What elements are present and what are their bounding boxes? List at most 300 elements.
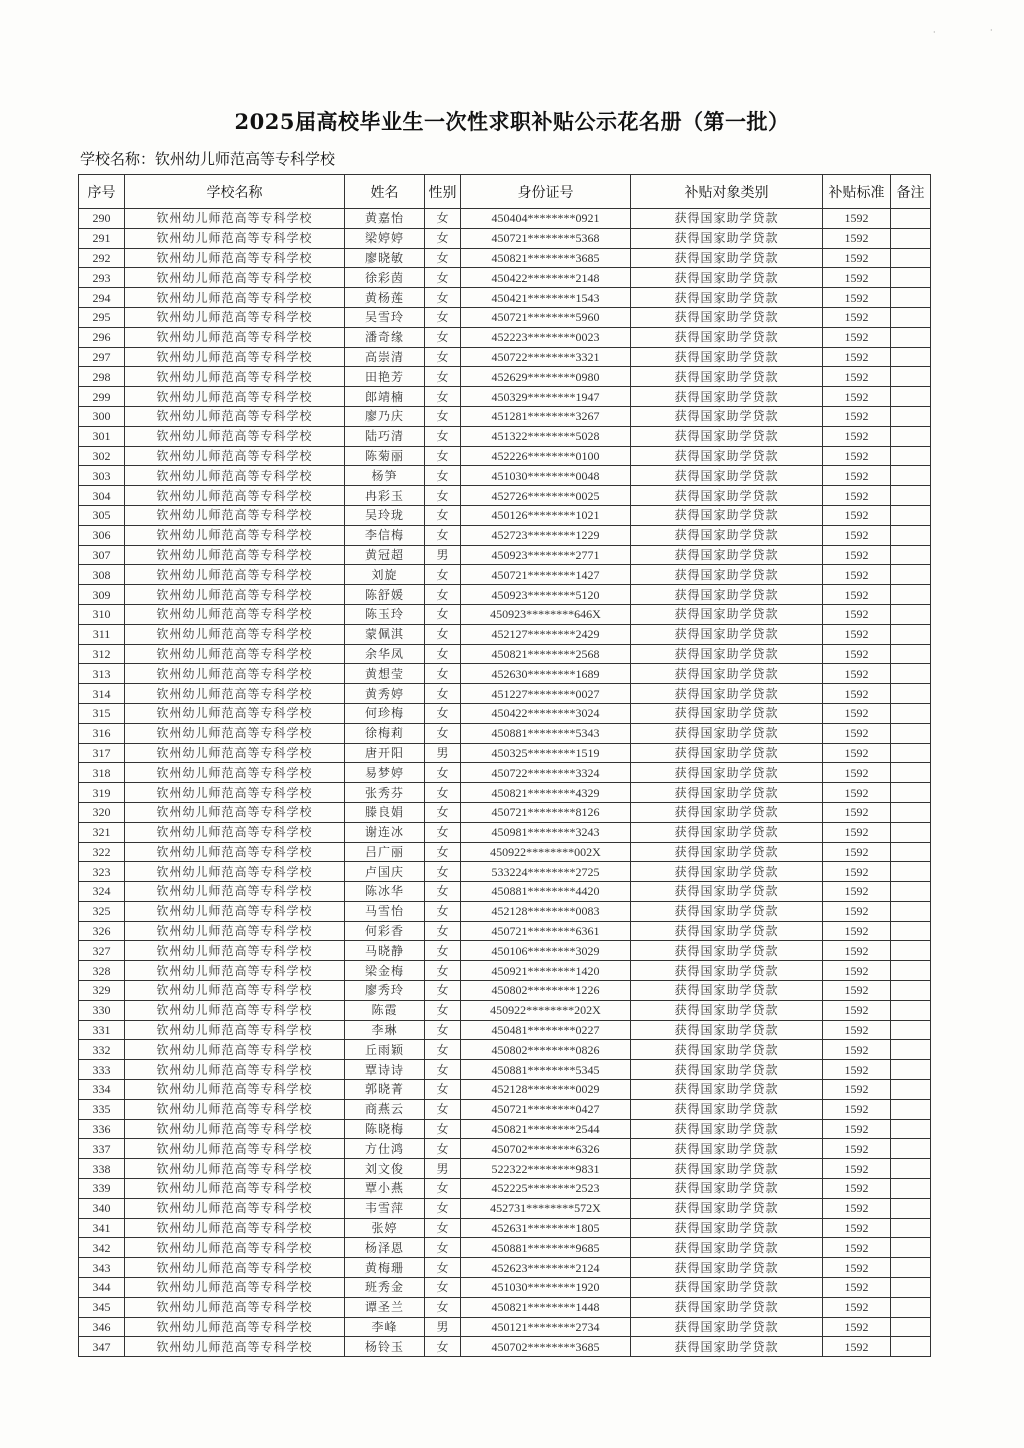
- student-name: 梁婷婷: [345, 228, 425, 248]
- row-index: 318: [79, 763, 125, 783]
- subsidy-amount: 1592: [823, 822, 891, 842]
- student-name: 吴玲珑: [345, 505, 425, 525]
- id-number: 450422********3024: [461, 703, 631, 723]
- row-index: 291: [79, 228, 125, 248]
- student-name: 蒙佩淇: [345, 624, 425, 644]
- subsidy-category: 获得国家助学贷款: [631, 307, 823, 327]
- row-index: 294: [79, 288, 125, 308]
- remarks: [891, 545, 931, 565]
- remarks: [891, 248, 931, 268]
- subsidy-amount: 1592: [823, 347, 891, 367]
- id-number: 450121********2734: [461, 1317, 631, 1337]
- subsidy-amount: 1592: [823, 426, 891, 446]
- gender: 女: [425, 842, 461, 862]
- subsidy-category: 获得国家助学贷款: [631, 486, 823, 506]
- gender: 女: [425, 1000, 461, 1020]
- table-row: [79, 1099, 931, 1119]
- table-row: [79, 604, 931, 624]
- subsidy-roster-table: [78, 174, 931, 1357]
- table-row: [79, 1297, 931, 1317]
- remarks: [891, 1297, 931, 1317]
- table-row: [79, 1060, 931, 1080]
- student-name: 李琳: [345, 1020, 425, 1040]
- remarks: [891, 981, 931, 1001]
- id-number: 450721********5368: [461, 228, 631, 248]
- remarks: [891, 1119, 931, 1139]
- subsidy-amount: 1592: [823, 783, 891, 803]
- id-number: 450721********1427: [461, 565, 631, 585]
- school-name: 钦州幼儿师范高等专科学校: [125, 545, 345, 565]
- student-name: 黄嘉怡: [345, 209, 425, 229]
- student-name: 何彩香: [345, 921, 425, 941]
- id-number: 452128********0083: [461, 901, 631, 921]
- school-name: 钦州幼儿师范高等专科学校: [125, 426, 345, 446]
- subsidy-amount: 1592: [823, 248, 891, 268]
- school-name: 钦州幼儿师范高等专科学校: [125, 1099, 345, 1119]
- subsidy-category: 获得国家助学贷款: [631, 842, 823, 862]
- table-row: [79, 1317, 931, 1337]
- table-row: [79, 743, 931, 763]
- school-name: 钦州幼儿师范高等专科学校: [125, 1060, 345, 1080]
- row-index: 346: [79, 1317, 125, 1337]
- school-name: 钦州幼儿师范高等专科学校: [125, 1040, 345, 1060]
- gender: 女: [425, 644, 461, 664]
- school-name: 钦州幼儿师范高等专科学校: [125, 783, 345, 803]
- subsidy-amount: 1592: [823, 1179, 891, 1199]
- gender: 女: [425, 307, 461, 327]
- subsidy-category: 获得国家助学贷款: [631, 1020, 823, 1040]
- student-name: 卢国庆: [345, 862, 425, 882]
- remarks: [891, 1000, 931, 1020]
- subsidy-category: 获得国家助学贷款: [631, 228, 823, 248]
- row-index: 324: [79, 882, 125, 902]
- header-name: 姓名: [345, 175, 425, 209]
- school-name: 钦州幼儿师范高等专科学校: [125, 585, 345, 605]
- student-name: 滕良娟: [345, 802, 425, 822]
- subsidy-category: 获得国家助学贷款: [631, 684, 823, 704]
- row-index: 315: [79, 703, 125, 723]
- student-name: 韦雪萍: [345, 1198, 425, 1218]
- row-index: 309: [79, 585, 125, 605]
- school-name: 钦州幼儿师范高等专科学校: [125, 703, 345, 723]
- row-index: 300: [79, 406, 125, 426]
- header-school: 学校名称: [125, 175, 345, 209]
- subsidy-category: 获得国家助学贷款: [631, 822, 823, 842]
- row-index: 297: [79, 347, 125, 367]
- table-row: [79, 1238, 931, 1258]
- row-index: 333: [79, 1060, 125, 1080]
- subsidy-category: 获得国家助学贷款: [631, 743, 823, 763]
- school-name: 钦州幼儿师范高等专科学校: [125, 486, 345, 506]
- remarks: [891, 862, 931, 882]
- student-name: 梁金梅: [345, 961, 425, 981]
- table-row: [79, 1139, 931, 1159]
- subsidy-category: 获得国家助学贷款: [631, 1040, 823, 1060]
- row-index: 298: [79, 367, 125, 387]
- remarks: [891, 209, 931, 229]
- id-number: 450702********3685: [461, 1337, 631, 1357]
- remarks: [891, 505, 931, 525]
- id-number: 451322********5028: [461, 426, 631, 446]
- gender: 女: [425, 387, 461, 407]
- table-row: [79, 585, 931, 605]
- row-index: 320: [79, 802, 125, 822]
- gender: 女: [425, 703, 461, 723]
- table-row: [79, 941, 931, 961]
- gender: 女: [425, 228, 461, 248]
- table-row: [79, 1119, 931, 1139]
- school-name: 钦州幼儿师范高等专科学校: [125, 684, 345, 704]
- table-row: [79, 1159, 931, 1179]
- student-name: 潘奇缘: [345, 327, 425, 347]
- student-name: 杨泽恩: [345, 1238, 425, 1258]
- row-index: 322: [79, 842, 125, 862]
- id-number: 450923********646X: [461, 604, 631, 624]
- remarks: [891, 1317, 931, 1337]
- subsidy-amount: 1592: [823, 486, 891, 506]
- row-index: 299: [79, 387, 125, 407]
- table-row: [79, 1278, 931, 1298]
- subsidy-amount: 1592: [823, 941, 891, 961]
- subsidy-amount: 1592: [823, 1159, 891, 1179]
- subsidy-category: 获得国家助学贷款: [631, 1198, 823, 1218]
- id-number: 451227********0027: [461, 684, 631, 704]
- remarks: [891, 1218, 931, 1238]
- row-index: 319: [79, 783, 125, 803]
- school-name: 钦州幼儿师范高等专科学校: [125, 1218, 345, 1238]
- table-row: [79, 723, 931, 743]
- school-name: 钦州幼儿师范高等专科学校: [125, 604, 345, 624]
- id-number: 451281********3267: [461, 406, 631, 426]
- gender: 女: [425, 981, 461, 1001]
- school-name: 钦州幼儿师范高等专科学校: [125, 1080, 345, 1100]
- student-name: 李峰: [345, 1317, 425, 1337]
- subsidy-amount: 1592: [823, 882, 891, 902]
- header-remarks: 备注: [891, 175, 931, 209]
- subsidy-category: 获得国家助学贷款: [631, 664, 823, 684]
- gender: 女: [425, 862, 461, 882]
- id-number: 450722********3321: [461, 347, 631, 367]
- subsidy-amount: 1592: [823, 703, 891, 723]
- subsidy-amount: 1592: [823, 1020, 891, 1040]
- subsidy-category: 获得国家助学贷款: [631, 1258, 823, 1278]
- remarks: [891, 367, 931, 387]
- school-name: 钦州幼儿师范高等专科学校: [125, 406, 345, 426]
- subsidy-amount: 1592: [823, 466, 891, 486]
- school-name: 钦州幼儿师范高等专科学校: [125, 446, 345, 466]
- subsidy-category: 获得国家助学贷款: [631, 248, 823, 268]
- row-index: 321: [79, 822, 125, 842]
- subsidy-category: 获得国家助学贷款: [631, 268, 823, 288]
- table-row: [79, 664, 931, 684]
- subsidy-category: 获得国家助学贷款: [631, 624, 823, 644]
- subsidy-category: 获得国家助学贷款: [631, 783, 823, 803]
- table-row: [79, 644, 931, 664]
- remarks: [891, 941, 931, 961]
- row-index: 307: [79, 545, 125, 565]
- student-name: 张婷: [345, 1218, 425, 1238]
- subsidy-category: 获得国家助学贷款: [631, 862, 823, 882]
- remarks: [891, 1258, 931, 1278]
- remarks: [891, 1080, 931, 1100]
- row-index: 311: [79, 624, 125, 644]
- school-name: 钦州幼儿师范高等专科学校: [125, 347, 345, 367]
- school-name: 钦州幼儿师范高等专科学校: [125, 941, 345, 961]
- subsidy-category: 获得国家助学贷款: [631, 1060, 823, 1080]
- remarks: [891, 882, 931, 902]
- student-name: 刘旋: [345, 565, 425, 585]
- subsidy-category: 获得国家助学贷款: [631, 505, 823, 525]
- subsidy-category: 获得国家助学贷款: [631, 347, 823, 367]
- school-name: 钦州幼儿师范高等专科学校: [125, 842, 345, 862]
- table-row: [79, 842, 931, 862]
- remarks: [891, 763, 931, 783]
- remarks: [891, 1337, 931, 1357]
- subsidy-category: 获得国家助学贷款: [631, 1238, 823, 1258]
- school-name: 钦州幼儿师范高等专科学校: [125, 505, 345, 525]
- gender: 女: [425, 604, 461, 624]
- subsidy-amount: 1592: [823, 644, 891, 664]
- subsidy-amount: 1592: [823, 723, 891, 743]
- id-number: 452225********2523: [461, 1179, 631, 1199]
- student-name: 刘文俊: [345, 1159, 425, 1179]
- gender: 女: [425, 1080, 461, 1100]
- row-index: 302: [79, 446, 125, 466]
- table-row: [79, 446, 931, 466]
- school-name: 钦州幼儿师范高等专科学校: [125, 723, 345, 743]
- row-index: 293: [79, 268, 125, 288]
- id-number: 450481********0227: [461, 1020, 631, 1040]
- subsidy-category: 获得国家助学贷款: [631, 466, 823, 486]
- student-name: 商燕云: [345, 1099, 425, 1119]
- subsidy-category: 获得国家助学贷款: [631, 981, 823, 1001]
- id-number: 450721********8126: [461, 802, 631, 822]
- id-number: 450981********3243: [461, 822, 631, 842]
- subsidy-amount: 1592: [823, 862, 891, 882]
- table-row: [79, 307, 931, 327]
- gender: 女: [425, 466, 461, 486]
- remarks: [891, 624, 931, 644]
- subsidy-amount: 1592: [823, 525, 891, 545]
- row-index: 316: [79, 723, 125, 743]
- school-name: 钦州幼儿师范高等专科学校: [125, 1297, 345, 1317]
- school-name: 钦州幼儿师范高等专科学校: [125, 882, 345, 902]
- row-index: 326: [79, 921, 125, 941]
- table-row: [79, 327, 931, 347]
- gender: 男: [425, 1159, 461, 1179]
- remarks: [891, 1060, 931, 1080]
- row-index: 337: [79, 1139, 125, 1159]
- subsidy-amount: 1592: [823, 1119, 891, 1139]
- subsidy-amount: 1592: [823, 446, 891, 466]
- row-index: 341: [79, 1218, 125, 1238]
- subsidy-category: 获得国家助学贷款: [631, 882, 823, 902]
- table-row: [79, 228, 931, 248]
- id-number: 450922********002X: [461, 842, 631, 862]
- gender: 女: [425, 1337, 461, 1357]
- id-number: 452128********0029: [461, 1080, 631, 1100]
- remarks: [891, 822, 931, 842]
- gender: 女: [425, 1119, 461, 1139]
- subsidy-category: 获得国家助学贷款: [631, 723, 823, 743]
- subsidy-category: 获得国家助学贷款: [631, 941, 823, 961]
- remarks: [891, 1238, 931, 1258]
- id-number: 450821********4329: [461, 783, 631, 803]
- subsidy-amount: 1592: [823, 901, 891, 921]
- subsidy-category: 获得国家助学贷款: [631, 1317, 823, 1337]
- table-row: [79, 783, 931, 803]
- id-number: 450821********3685: [461, 248, 631, 268]
- table-row: [79, 426, 931, 446]
- subsidy-amount: 1592: [823, 981, 891, 1001]
- table-row: [79, 505, 931, 525]
- remarks: [891, 486, 931, 506]
- school-name: 钦州幼儿师范高等专科学校: [125, 624, 345, 644]
- school-name: 钦州幼儿师范高等专科学校: [125, 1198, 345, 1218]
- subsidy-category: 获得国家助学贷款: [631, 327, 823, 347]
- row-index: 312: [79, 644, 125, 664]
- subsidy-amount: 1592: [823, 1099, 891, 1119]
- school-name: 钦州幼儿师范高等专科学校: [125, 1159, 345, 1179]
- id-number: 450721********0427: [461, 1099, 631, 1119]
- subsidy-category: 获得国家助学贷款: [631, 387, 823, 407]
- page-title: 2025届高校毕业生一次性求职补贴公示花名册（第一批）: [234, 109, 790, 134]
- student-name: 杨铃玉: [345, 1337, 425, 1357]
- student-name: 李信梅: [345, 525, 425, 545]
- student-name: 张秀芬: [345, 783, 425, 803]
- subsidy-amount: 1592: [823, 1218, 891, 1238]
- table-row: [79, 862, 931, 882]
- id-number: 450422********2148: [461, 268, 631, 288]
- subsidy-amount: 1592: [823, 684, 891, 704]
- gender: 女: [425, 822, 461, 842]
- subsidy-amount: 1592: [823, 763, 891, 783]
- gender: 女: [425, 1179, 461, 1199]
- gender: 女: [425, 327, 461, 347]
- gender: 女: [425, 426, 461, 446]
- id-number: 450106********3029: [461, 941, 631, 961]
- subsidy-amount: 1592: [823, 921, 891, 941]
- gender: 女: [425, 565, 461, 585]
- row-index: 301: [79, 426, 125, 446]
- gender: 女: [425, 1040, 461, 1060]
- subsidy-amount: 1592: [823, 842, 891, 862]
- subsidy-category: 获得国家助学贷款: [631, 901, 823, 921]
- student-name: 黄想莹: [345, 664, 425, 684]
- subsidy-amount: 1592: [823, 1317, 891, 1337]
- table-row: [79, 347, 931, 367]
- student-name: 陈舒媛: [345, 585, 425, 605]
- table-row: [79, 802, 931, 822]
- id-number: 533224********2725: [461, 862, 631, 882]
- remarks: [891, 1040, 931, 1060]
- id-number: 452723********1229: [461, 525, 631, 545]
- student-name: 吕广丽: [345, 842, 425, 862]
- table-header-row: [79, 175, 931, 209]
- remarks: [891, 347, 931, 367]
- gender: 女: [425, 1198, 461, 1218]
- school-name: 钦州幼儿师范高等专科学校: [125, 367, 345, 387]
- gender: 女: [425, 1060, 461, 1080]
- header-category: 补贴对象类别: [631, 175, 823, 209]
- remarks: [891, 466, 931, 486]
- remarks: [891, 387, 931, 407]
- student-name: 陈菊丽: [345, 446, 425, 466]
- remarks: [891, 446, 931, 466]
- gender: 女: [425, 961, 461, 981]
- school-name: 钦州幼儿师范高等专科学校: [125, 1238, 345, 1258]
- subsidy-category: 获得国家助学贷款: [631, 565, 823, 585]
- table-row: [79, 387, 931, 407]
- subsidy-category: 获得国家助学贷款: [631, 585, 823, 605]
- id-number: 450922********202X: [461, 1000, 631, 1020]
- table-row: [79, 525, 931, 545]
- table-row: [79, 981, 931, 1001]
- row-index: 342: [79, 1238, 125, 1258]
- school-name: 钦州幼儿师范高等专科学校: [125, 1337, 345, 1357]
- student-name: 田艳芳: [345, 367, 425, 387]
- remarks: [891, 1139, 931, 1159]
- subsidy-amount: 1592: [823, 604, 891, 624]
- gender: 女: [425, 1139, 461, 1159]
- gender: 女: [425, 288, 461, 308]
- row-index: 335: [79, 1099, 125, 1119]
- gender: 女: [425, 525, 461, 545]
- id-number: 450921********1420: [461, 961, 631, 981]
- school-name: 钦州幼儿师范高等专科学校: [125, 307, 345, 327]
- school-name: 钦州幼儿师范高等专科学校: [125, 901, 345, 921]
- id-number: 452226********0100: [461, 446, 631, 466]
- subsidy-amount: 1592: [823, 585, 891, 605]
- school-name: 钦州幼儿师范高等专科学校: [125, 664, 345, 684]
- remarks: [891, 1020, 931, 1040]
- subsidy-amount: 1592: [823, 1337, 891, 1357]
- id-number: 450802********1226: [461, 981, 631, 1001]
- table-row: [79, 209, 931, 229]
- student-name: 马雪怡: [345, 901, 425, 921]
- gender: 女: [425, 684, 461, 704]
- id-number: 450325********1519: [461, 743, 631, 763]
- remarks: [891, 307, 931, 327]
- id-number: 450821********1448: [461, 1297, 631, 1317]
- remarks: [891, 327, 931, 347]
- id-number: 452629********0980: [461, 367, 631, 387]
- row-index: 345: [79, 1297, 125, 1317]
- table-row: [79, 1040, 931, 1060]
- gender: 男: [425, 743, 461, 763]
- id-number: 450802********0826: [461, 1040, 631, 1060]
- student-name: 丘雨颖: [345, 1040, 425, 1060]
- id-number: 450881********5343: [461, 723, 631, 743]
- student-name: 谢连冰: [345, 822, 425, 842]
- gender: 女: [425, 1238, 461, 1258]
- subsidy-amount: 1592: [823, 505, 891, 525]
- student-name: 马晓静: [345, 941, 425, 961]
- id-number: 450881********5345: [461, 1060, 631, 1080]
- table-row: [79, 565, 931, 585]
- table-row: [79, 486, 931, 506]
- student-name: 郎靖楠: [345, 387, 425, 407]
- table-row: [79, 1179, 931, 1199]
- student-name: 覃诗诗: [345, 1060, 425, 1080]
- school-name: 钦州幼儿师范高等专科学校: [125, 1317, 345, 1337]
- school-name: 钦州幼儿师范高等专科学校: [125, 288, 345, 308]
- school-name: 钦州幼儿师范高等专科学校: [125, 387, 345, 407]
- subsidy-category: 获得国家助学贷款: [631, 1297, 823, 1317]
- subsidy-amount: 1592: [823, 1060, 891, 1080]
- id-number: 522322********9831: [461, 1159, 631, 1179]
- subsidy-amount: 1592: [823, 1080, 891, 1100]
